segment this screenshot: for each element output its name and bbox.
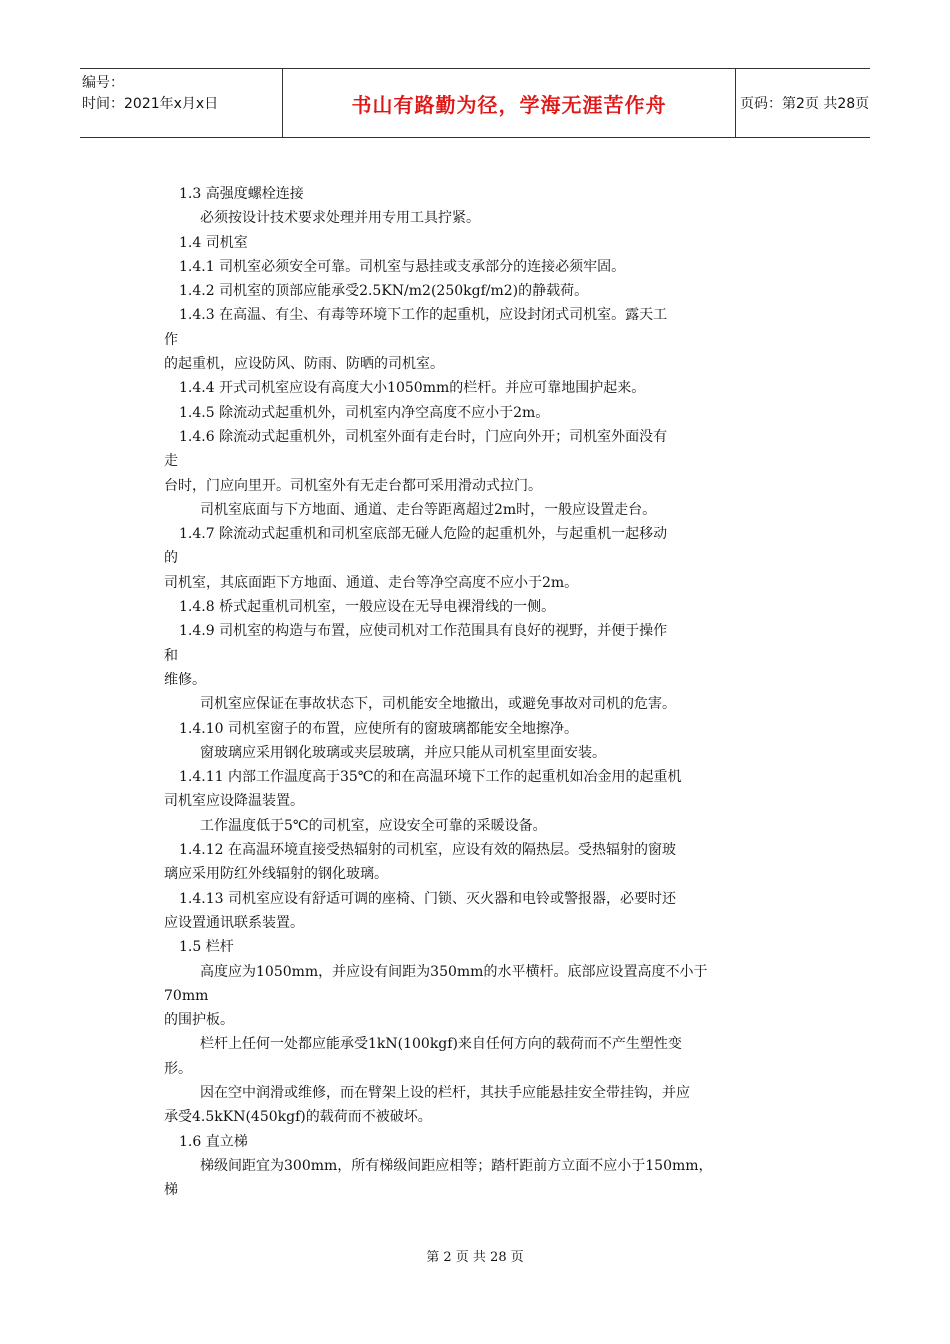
- text-line: 1.4 司机室: [179, 234, 248, 251]
- text-line: 梯: [164, 1182, 178, 1199]
- text-line: 工作温度低于5℃的司机室，应设安全可靠的采暖设备。: [200, 817, 547, 834]
- header-info: [80, 69, 282, 141]
- text-line: 形。: [164, 1060, 192, 1077]
- text-line: 和: [164, 647, 178, 664]
- text-line: 1.4.11 内部工作温度高于35℃的和在高温环境下工作的起重机如冶金用的起重机: [179, 769, 682, 786]
- text-line: 1.4.1 司机室必须安全可靠。司机室与悬挂或支承部分的连接必须牢固。: [179, 258, 626, 275]
- text-line: 1.4.4 开式司机室应设有高度大小1050mm的栏杆。并应可靠地围护起来。: [179, 380, 646, 397]
- text-line: 1.4.3 在高温、有尘、有毒等环境下工作的起重机，应设封闭式司机室。露天工: [179, 307, 668, 324]
- text-line: 栏杆上任何一处都应能承受1kN(100kgf)来自任何方向的载荷而不产生塑性变: [200, 1036, 682, 1053]
- header-motto: 书山有路勤为径，学海无涯苦作舟: [351, 92, 667, 117]
- text-line: 1.6 直立梯: [179, 1133, 248, 1150]
- text-line: 1.4.7 除流动式起重机和司机室底部无碰人危险的起重机外，与起重机一起移动: [179, 526, 668, 543]
- text-line: 承受4.5kKN(450kgf)的载荷而不被破坏。: [164, 1109, 432, 1126]
- text-line: 必须按设计技术要求处理并用专用工具拧紧。: [200, 210, 480, 227]
- text-line: 窗玻璃应采用钢化玻璃或夹层玻璃，并应只能从司机室里面安装。: [200, 744, 606, 761]
- text-line: 璃应采用防红外线辐射的钢化玻璃。: [164, 866, 388, 883]
- text-line: 的起重机，应设防风、防雨、防晒的司机室。: [164, 356, 444, 373]
- text-line: 梯级间距宜为300mm，所有梯级间距应相等；踏杆距前方立面不应小于150mm，: [200, 1157, 713, 1174]
- text-line: 1.4.9 司机室的构造与布置，应使司机对工作范围具有良好的视野，并便于操作: [179, 623, 668, 640]
- text-line: 1.4.5 除流动式起重机外，司机室内净空高度不应小于2m。: [179, 404, 550, 421]
- text-line: 司机室应设降温装置。: [164, 793, 304, 810]
- text-line: 台时，门应向里开。司机室外有无走台都可采用滑动式拉门。: [164, 477, 542, 494]
- text-line: 司机室应保证在事故状态下，司机能安全地撤出，或避免事故对司机的危害。: [200, 696, 676, 713]
- header-page-info: 页码：第2页 共28页: [740, 96, 870, 112]
- text-line: 1.4.12 在高温环境直接受热辐射的司机室，应设有效的隔热层。受热辐射的窗玻: [179, 842, 676, 859]
- text-line: 70mm: [164, 987, 209, 1004]
- text-line: 司机室，其底面距下方地面、通道、走台等净空高度不应小于2m。: [164, 574, 579, 591]
- document-number: 编号：: [82, 75, 124, 91]
- page-footer: 第 2 页 共 28 页: [426, 1250, 524, 1265]
- text-line: 1.4.6 除流动式起重机外，司机室外面有走台时，门应向外开；司机室外面没有: [179, 428, 668, 445]
- text-line: 1.5 栏杆: [179, 939, 234, 956]
- text-line: 走: [164, 453, 178, 470]
- document-date: 时间：2021年x月x日: [82, 96, 219, 112]
- text-line: 维修。: [164, 671, 206, 688]
- header-motto-cell: [282, 69, 736, 137]
- text-line: 1.4.8 桥式起重机司机室，一般应设在无导电裸滑线的一侧。: [179, 599, 556, 616]
- text-line: 1.3 高强度螺栓连接: [179, 186, 304, 202]
- text-line: 1.4.2 司机室的顶部应能承受2.5KN/m2(250kgf/m2)的静载荷。: [179, 283, 589, 300]
- text-line: 的围护板。: [164, 1012, 234, 1029]
- text-line: 的: [164, 550, 178, 567]
- text-line: 作: [164, 331, 178, 348]
- text-line: 司机室底面与下方地面、通道、走台等距离超过2m时，一般应设置走台。: [200, 501, 657, 518]
- text-line: 1.4.10 司机室窗子的布置，应使所有的窗玻璃都能安全地擦净。: [179, 720, 578, 737]
- text-line: 因在空中润滑或维修，而在臂架上设的栏杆，其扶手应能悬挂安全带挂钩，并应: [200, 1084, 690, 1101]
- text-line: 高度应为1050mm，并应设有间距为350mm的水平横杆。底部应设置高度不小于: [200, 963, 708, 980]
- document-body: [164, 182, 794, 1202]
- text-line: 1.4.13 司机室应设有舒适可调的座椅、门锁、灭火器和电铃或警报器，必要时还: [179, 890, 676, 907]
- text-line: 应设置通讯联系装置。: [164, 914, 304, 931]
- page-header: [80, 68, 870, 138]
